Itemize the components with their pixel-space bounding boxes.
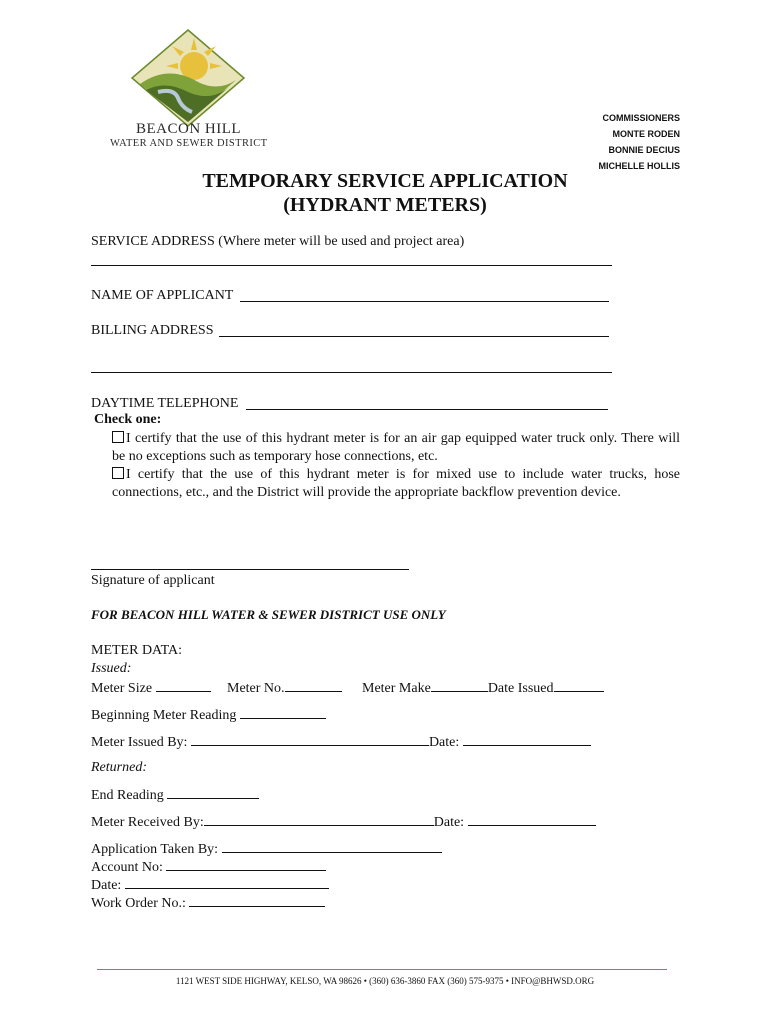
meter-size-label: Meter Size (91, 681, 153, 696)
end-reading-field[interactable] (167, 786, 259, 799)
date-field[interactable] (125, 876, 329, 889)
meter-received-by-field[interactable] (204, 813, 434, 826)
checkbox-mixed-use[interactable] (112, 467, 124, 479)
end-reading-label: End Reading (91, 788, 164, 803)
signature-field[interactable] (91, 569, 409, 570)
date-label: Date: (91, 878, 122, 893)
meter-issued-by-field[interactable] (191, 733, 429, 746)
meter-data-label: METER DATA: (91, 643, 183, 658)
meter-received-date-field[interactable] (468, 813, 596, 826)
meter-received-by-label: Meter Received By: (91, 815, 204, 830)
beginning-reading-label: Beginning Meter Reading (91, 708, 237, 723)
beginning-reading-row (91, 706, 326, 724)
meter-make-label: Meter Make (362, 681, 431, 696)
meter-size-field[interactable] (156, 679, 211, 692)
check-one-heading: Check one: (94, 412, 162, 427)
account-no-row (91, 858, 326, 876)
option-mixed-use-text: I certify that the use of this hydrant meter is for mixed use to include water trucks, hose connections, etc., and the District will provide the appropriate backflow prevention device. (112, 467, 680, 500)
meter-issued-by-row (91, 733, 591, 751)
service-address-field[interactable] (91, 265, 612, 266)
meter-no-row (227, 679, 342, 697)
option-air-gap-text: I certify that the use of this hydrant meter is for an air gap equipped water truck only. There will be no exceptions such as temporary hose connections, etc. (112, 431, 680, 464)
commissioners-block (599, 110, 681, 174)
name-of-applicant-field[interactable] (240, 301, 609, 302)
application-taken-by-field[interactable] (222, 840, 442, 853)
meter-issued-date-field[interactable] (463, 733, 591, 746)
meter-no-label: Meter No. (227, 681, 285, 696)
work-order-row (91, 894, 325, 912)
brand-line1: BEACON HILL (136, 121, 242, 137)
commissioner-name: MONTE RODEN (612, 129, 680, 139)
footer-rule (97, 969, 667, 970)
meter-make-field[interactable] (431, 679, 488, 692)
billing-address-label: BILLING ADDRESS (91, 323, 214, 338)
option-mixed-use[interactable] (112, 466, 680, 502)
form-title-line1: TEMPORARY SERVICE APPLICATION (202, 170, 568, 192)
meter-received-by-row (91, 813, 596, 831)
signature-label: Signature of applicant (91, 573, 215, 588)
daytime-telephone-label: DAYTIME TELEPHONE (91, 396, 239, 411)
beginning-reading-field[interactable] (240, 706, 326, 719)
issued-label: Issued: (91, 661, 132, 676)
commissioner-name: MICHELLE HOLLIS (598, 161, 680, 171)
date-row (91, 876, 329, 894)
date-issued-field[interactable] (554, 679, 604, 692)
daytime-telephone-field[interactable] (246, 409, 608, 410)
checkbox-air-gap[interactable] (112, 431, 124, 443)
account-no-field[interactable] (166, 858, 326, 871)
returned-label: Returned: (91, 760, 147, 775)
name-of-applicant-label: NAME OF APPLICANT (91, 288, 234, 303)
date-issued-label: Date Issued (487, 681, 554, 696)
end-reading-row (91, 786, 259, 804)
brand-line2: WATER AND SEWER DISTRICT (110, 138, 268, 149)
commissioners-heading: COMMISSIONERS (602, 113, 680, 123)
work-order-field[interactable] (189, 894, 325, 907)
district-use-heading: FOR BEACON HILL WATER & SEWER DISTRICT USE ONLY (91, 607, 446, 622)
service-address-label: SERVICE ADDRESS (Where meter will be used and project area) (91, 234, 465, 249)
meter-size-row (91, 679, 211, 697)
billing-address-field-2[interactable] (91, 372, 612, 373)
account-no-label: Account No: (91, 860, 163, 875)
meter-make-row (362, 679, 604, 697)
footer-address: 1121 WEST SIDE HIGHWAY, KELSO, WA 98626 • (360) 636-3860 FAX (360) 575-9375 • INFO@BHWSD.ORG (175, 976, 595, 986)
meter-issued-date-label: Date: (428, 735, 460, 750)
billing-address-field[interactable] (219, 336, 609, 337)
meter-received-date-label: Date: (433, 815, 465, 830)
work-order-label: Work Order No.: (91, 896, 186, 911)
application-taken-by-row (91, 840, 442, 858)
option-air-gap[interactable] (112, 430, 680, 466)
commissioner-name: BONNIE DECIUS (608, 145, 680, 155)
form-title-line2: (HYDRANT METERS) (283, 194, 487, 216)
meter-issued-by-label: Meter Issued By: (91, 735, 188, 750)
application-taken-by-label: Application Taken By: (91, 842, 219, 857)
meter-no-field[interactable] (285, 679, 342, 692)
